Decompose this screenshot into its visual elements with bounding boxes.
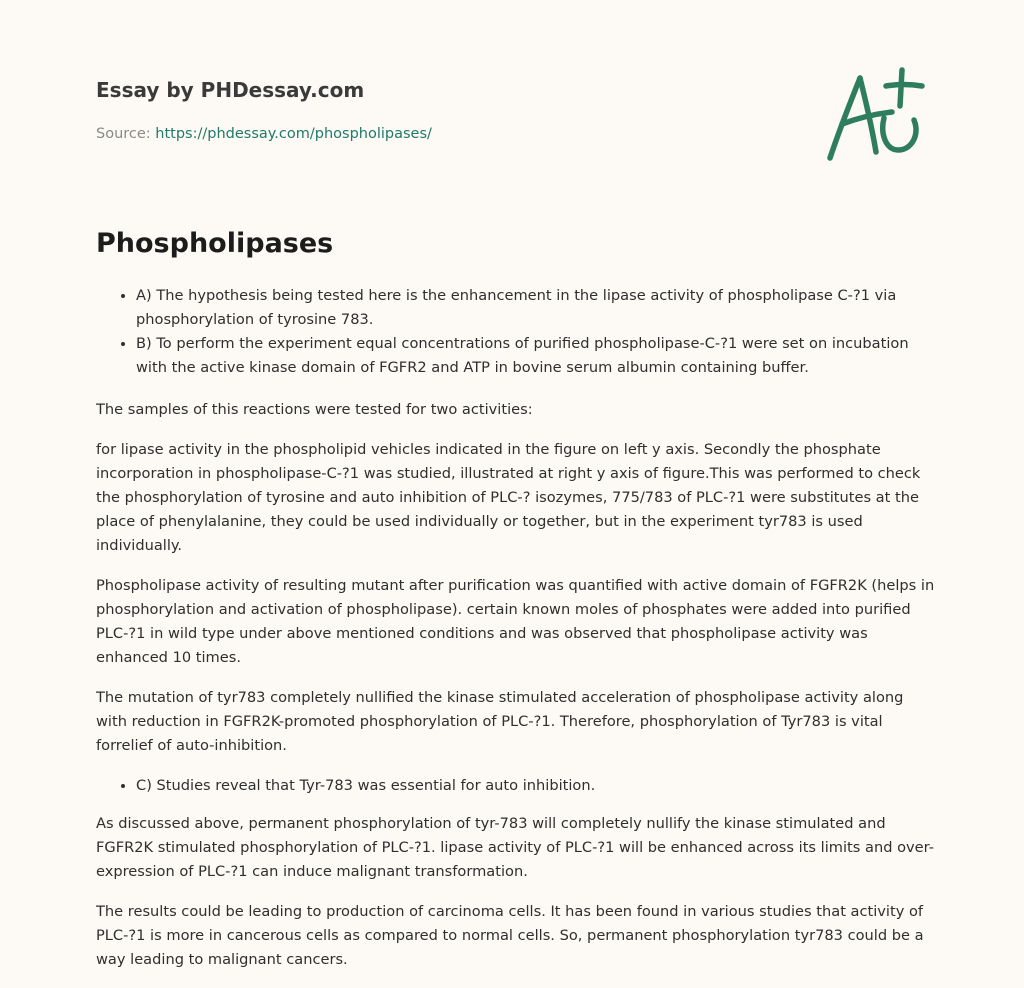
source-link[interactable]: https://phdessay.com/phospholipases/ xyxy=(155,126,432,142)
paragraph: As discussed above, permanent phosphorylation of tyr-783 will completely nullify the kinase stimulated and FGFR2K stimulated phosphorylation of PLC-?1. lipase activity of PLC-?1 will be enhanced across its limits and over-expression of PLC-?1 can induce malignant transformation. xyxy=(96,815,934,880)
source-label: Source: xyxy=(96,126,156,142)
article-body xyxy=(96,284,936,988)
list-item: • B) To perform the experiment equal concentrations of purified phospholipase-C-?1 were set on incubation with the active kinase domain of FGFR2 and ATP in bovine serum albumin containing buffer. xyxy=(136,332,936,380)
header xyxy=(96,76,936,104)
paragraph: for lipase activity in the phospholipid vehicles indicated in the figure on left y axis. Secondly the phosphate incorporation in phospholipase-C-?1 was studied, illustrated at right y axis of figure.This was performed to check the phosphorylation of tyrosine and auto inhibition of PLC-? isozymes, 775/783 of PLC-?1 were substitutes at the place of phenylalanine, they could be used individually or together, but in the experiment tyr783 is used individually. xyxy=(96,441,921,554)
paragraph: The samples of this reactions were tested for two activities: xyxy=(96,401,533,418)
page-title: Phospholipases xyxy=(96,228,334,259)
source-line xyxy=(96,124,432,144)
brand-title: Essay by PHDessay.com xyxy=(96,78,365,102)
list-item: • A) The hypothesis being tested here is the enhancement in the lipase activity of phospholipase C-?1 via phosphorylation of tyrosine 783. xyxy=(136,284,936,332)
bullet-list xyxy=(96,774,936,798)
paragraph: The mutation of tyr783 completely nullified the kinase stimulated acceleration of phospholipase activity along with reduction in FGFR2K-promoted phosphorylation of PLC-?1. Therefore, phosphorylation of Tyr783 is vital forrelief of auto-inhibition. xyxy=(96,689,904,754)
bullet-list xyxy=(96,284,936,380)
paragraph: The results could be leading to production of carcinoma cells. It has been found in various studies that activity of PLC-?1 is more in cancerous cells as compared to normal cells. So, permanent phosphorylation tyr783 could be a way leading to malignant cancers. xyxy=(96,903,924,968)
list-item: • C) Studies reveal that Tyr-783 was essential for auto inhibition. xyxy=(136,774,936,798)
a-plus-logo-icon xyxy=(822,66,926,166)
paragraph: Phospholipase activity of resulting mutant after purification was quantified with active domain of FGFR2K (helps in phosphorylation and activation of phospholipase). certain known moles of phosphates were added into purified PLC-?1 in wild type under above mentioned conditions and was observed that phospholipase activity was enhanced 10 times. xyxy=(96,577,935,666)
